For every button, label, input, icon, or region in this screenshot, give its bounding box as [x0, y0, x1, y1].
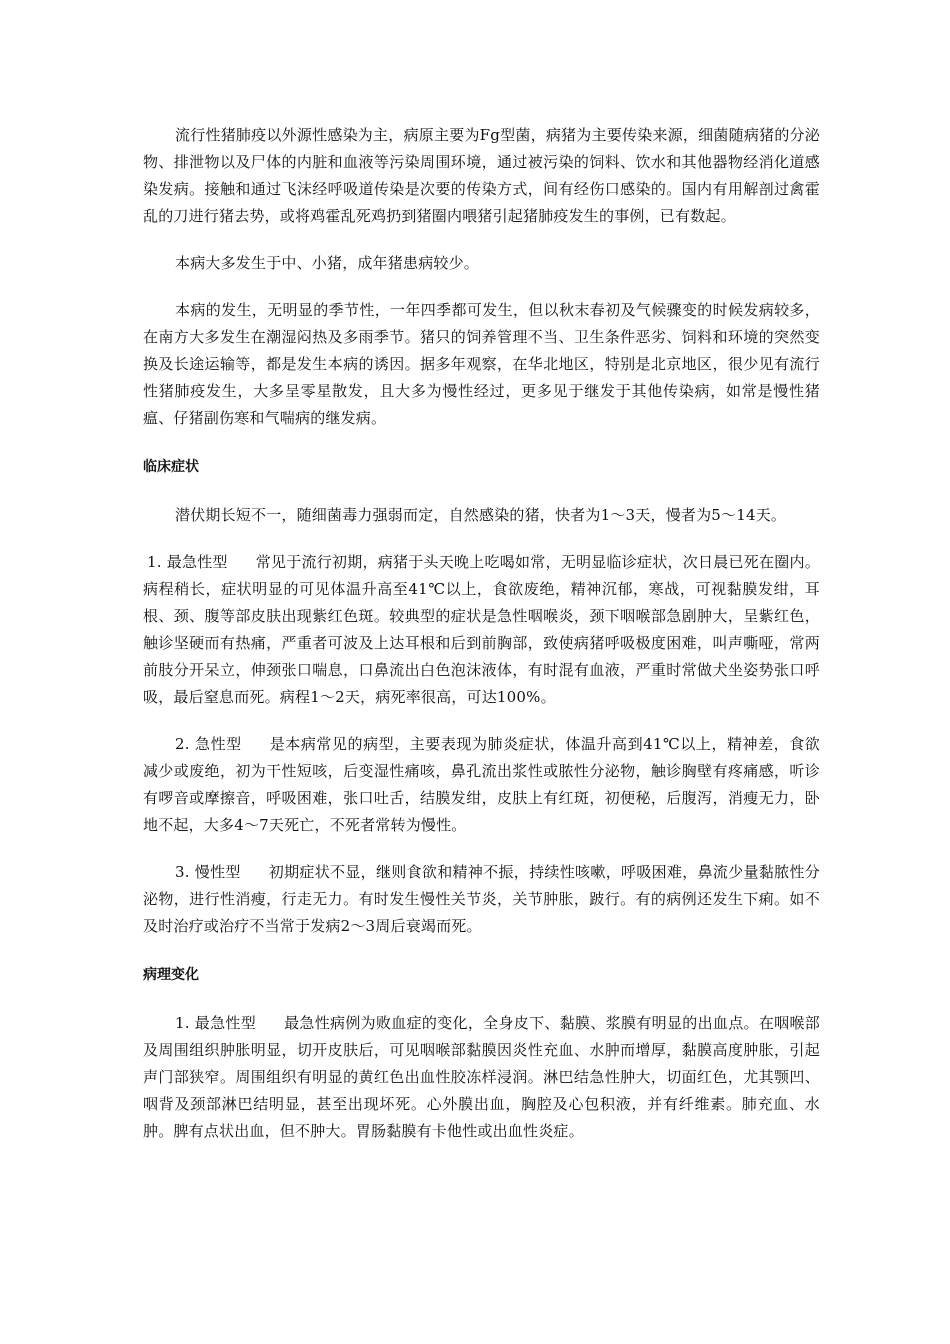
- paragraph-incubation: 潜伏期长短不一，随细菌毒力强弱而定，自然感染的猪，快者为1～3天，慢者为5～14天。: [175, 506, 787, 524]
- item-text: 是本病常见的病型，主要表现为肺炎症状，体温升高到41℃以上，精神差，食欲减少或废绝，初为干性短咳，后变湿性痛咳，鼻孔流出浆性或脓性分泌物，触诊胸壁有疼痛感，听诊有啰音或摩擦音，呼吸困难，张口吐舌，结膜发绀，皮肤上有红斑，初便秘，后腹泻，消瘦无力，卧地不起，大多4～7天死亡，不死者常转为慢性。: [143, 735, 820, 834]
- item-label: 2. 急性型: [175, 735, 242, 753]
- clinical-item-chronic: [143, 859, 820, 940]
- paragraph-susceptible-age: 本病大多发生于中、小猪，成年猪患病较少。: [175, 254, 480, 272]
- item-text: 初期症状不显，继则食欲和精神不振，持续性咳嗽，呼吸困难，鼻流少量黏脓性分泌物，进行性消瘦，行走无力。有时发生慢性关节炎，关节肿胀，跛行。有的病例还发生下痢。如不及时治疗或治疗不当常于发病2～3周后衰竭而死。: [143, 863, 820, 935]
- heading-clinical-symptoms: 临床症状: [143, 459, 199, 475]
- pathology-item-peracute: [143, 1010, 820, 1145]
- paragraph-seasonality: 本病的发生，无明显的季节性，一年四季都可发生，但以秋末春初及气候骤变的时候发病较多，在南方大多发生在潮湿闷热及多雨季节。猪只的饲养管理不当、卫生条件恶劣、饲料和环境的突然变换及长途运输等，都是发生本病的诱因。据多年观察，在华北地区，特别是北京地区，很少见有流行性猪肺疫发生，大多呈零星散发，且大多为慢性经过，更多见于继发于其他传染病，如常是慢性猪瘟、仔猪副伤寒和气喘病的继发病。: [143, 301, 820, 427]
- heading-pathology: 病理变化: [143, 967, 199, 983]
- item-text: 常见于流行初期，病猪于头天晚上吃喝如常，无明显临诊症状，次日晨已死在圈内。病程稍长，症状明显的可见体温升高至41℃以上，食欲废绝，精神沉郁，寒战，可视黏膜发绀，耳根、颈、腹等部皮肤出现紫红色斑。较典型的症状是急性咽喉炎，颈下咽喉部急剧肿大，呈紫红色，触诊坚硬而有热痛，严重者可波及上达耳根和后到前胸部，致使病猪呼吸极度困难，叫声嘶哑，常两前肢分开呆立，伸颈张口喘息，口鼻流出白色泡沫液体，有时混有血液，严重时常做犬坐姿势张口呼吸，最后窒息而死。病程1～2天，病死率很高，可达100%。: [143, 553, 821, 706]
- paragraph-transmission: 流行性猪肺疫以外源性感染为主，病原主要为Fg型菌，病猪为主要传染来源，细菌随病猪的分泌物、排泄物以及尸体的内脏和血液等污染周围环境，通过被污染的饲料、饮水和其他器物经消化道感染发病。接触和通过飞沫经呼吸道传染是次要的传染方式，间有经伤口感染的。国内有用解剖过禽霍乱的刀进行猪去势，或将鸡霍乱死鸡扔到猪圈内喂猪引起猪肺疫发生的事例，已有数起。: [143, 126, 820, 225]
- item-label: 1. 最急性型: [147, 553, 228, 571]
- clinical-item-acute: [143, 731, 820, 839]
- clinical-item-peracute: [143, 549, 820, 711]
- item-label: 3. 慢性型: [175, 863, 241, 881]
- item-label: 1. 最急性型: [175, 1014, 257, 1032]
- item-text: 最急性病例为败血症的变化，全身皮下、黏膜、浆膜有明显的出血点。在咽喉部及周围组织肿胀明显，切开皮肤后，可见咽喉部黏膜因炎性充血、水肿而增厚，黏膜高度肿胀，引起声门部狭窄。周围组织有明显的黄红色出血性胶冻样浸润。淋巴结急性肿大，切面红色，尤其颚凹、咽背及颈部淋巴结明显，甚至出现坏死。心外膜出血，胸腔及心包积液，并有纤维素。肺充血、水肿。脾有点状出血，但不肿大。胃肠黏膜有卡他性或出血性炎症。: [143, 1014, 820, 1140]
